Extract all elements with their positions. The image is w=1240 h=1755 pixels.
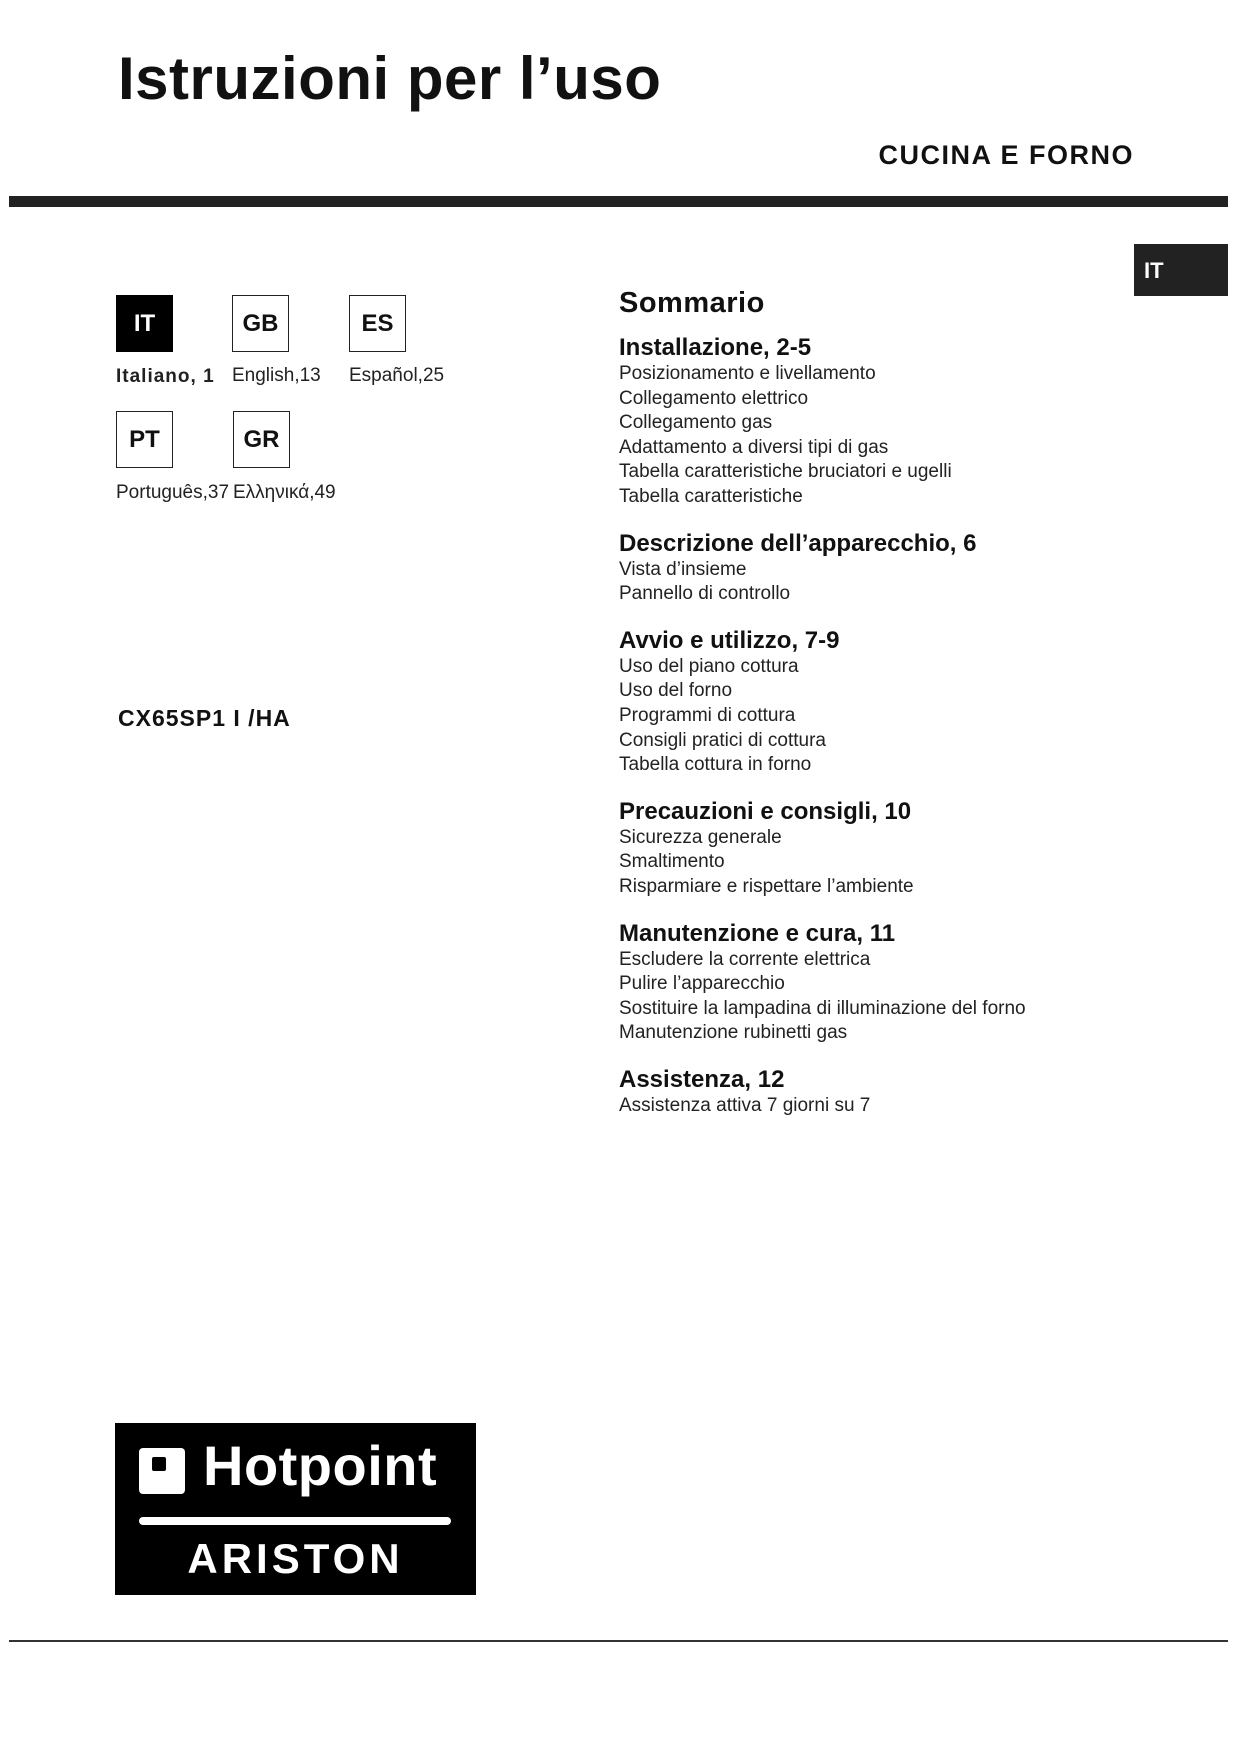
- toc-heading: Sommario: [619, 287, 765, 319]
- toc-item[interactable]: Tabella caratteristiche: [619, 485, 803, 507]
- toc-section-title[interactable]: Manutenzione e cura, 11: [619, 919, 896, 947]
- toc-item[interactable]: Smaltimento: [619, 851, 725, 873]
- toc-section-descrizione: [619, 530, 1179, 607]
- toc-item[interactable]: Manutenzione rubinetti gas: [619, 1022, 848, 1044]
- model-number: CX65SP1 I /HA: [118, 705, 291, 731]
- toc-section-assistenza: [619, 1066, 1179, 1119]
- toc-section-avvio: [619, 627, 1179, 778]
- toc-item[interactable]: Assistenza attiva 7 giorni su 7: [619, 1094, 871, 1116]
- brand-name-hotpoint: Hotpoint: [203, 1434, 438, 1497]
- language-label-it: Italiano, 1: [116, 366, 215, 387]
- toc-section-title[interactable]: Assistenza, 12: [619, 1065, 785, 1093]
- toc-item[interactable]: Risparmiare e rispettare l’ambiente: [619, 875, 914, 897]
- toc-section-title[interactable]: Descrizione dell’apparecchio, 6: [619, 529, 977, 557]
- toc-item[interactable]: Vista d’insieme: [619, 558, 747, 580]
- toc-section-title[interactable]: Precauzioni e consigli, 10: [619, 797, 912, 825]
- current-language-tab: IT: [1134, 244, 1228, 296]
- toc-item[interactable]: Sostituire la lampadina di illuminazione del forno: [619, 997, 1026, 1019]
- toc-item[interactable]: Tabella caratteristiche bruciatori e ugelli: [619, 461, 952, 483]
- toc-section-title[interactable]: Installazione, 2-5: [619, 334, 812, 361]
- language-label-pt: Português,37: [116, 482, 230, 503]
- table-of-contents: [619, 287, 1179, 1138]
- toc-section-manutenzione: [619, 920, 1179, 1046]
- language-box-gr[interactable]: GR: [233, 411, 290, 468]
- toc-item[interactable]: Pannello di controllo: [619, 583, 791, 605]
- toc-section-title[interactable]: Avvio e utilizzo, 7-9: [619, 626, 840, 654]
- language-box-pt[interactable]: PT: [116, 411, 173, 468]
- toc-item[interactable]: Posizionamento e livellamento: [619, 363, 876, 384]
- language-box-it[interactable]: IT: [116, 295, 173, 352]
- toc-item[interactable]: Adattamento a diversi tipi di gas: [619, 436, 889, 458]
- brand-name-ariston: ARISTON: [187, 1535, 404, 1582]
- toc-item[interactable]: Tabella cottura in forno: [619, 754, 812, 776]
- toc-item[interactable]: Consigli pratici di cottura: [619, 729, 826, 751]
- language-label-gb: English,13: [232, 365, 321, 386]
- brand-mark-icon: [139, 1448, 185, 1494]
- language-label-gr: Ελληνικά,49: [233, 482, 336, 503]
- toc-item[interactable]: Uso del piano cottura: [619, 655, 799, 677]
- brand-divider: [139, 1517, 451, 1525]
- hotpoint-ariston-logo: [115, 1423, 476, 1595]
- language-box-gb[interactable]: GB: [232, 295, 289, 352]
- toc-item[interactable]: Sicurezza generale: [619, 826, 782, 848]
- toc-item[interactable]: Collegamento gas: [619, 412, 773, 434]
- page-title: Istruzioni per l’uso: [118, 45, 662, 112]
- toc-item[interactable]: Programmi di cottura: [619, 704, 796, 726]
- toc-item[interactable]: Collegamento elettrico: [619, 387, 809, 409]
- header-divider: [9, 196, 1228, 207]
- toc-section-precauzioni: [619, 798, 1179, 900]
- toc-item[interactable]: Escludere la corrente elettrica: [619, 948, 871, 970]
- toc-section-installazione: [619, 334, 1179, 510]
- footer-divider: [9, 1640, 1228, 1642]
- language-label-es: Español,25: [349, 365, 445, 386]
- language-box-es[interactable]: ES: [349, 295, 406, 352]
- toc-item[interactable]: Uso del forno: [619, 680, 733, 702]
- product-category: CUCINA E FORNO: [878, 140, 1134, 170]
- toc-item[interactable]: Pulire l’apparecchio: [619, 973, 785, 995]
